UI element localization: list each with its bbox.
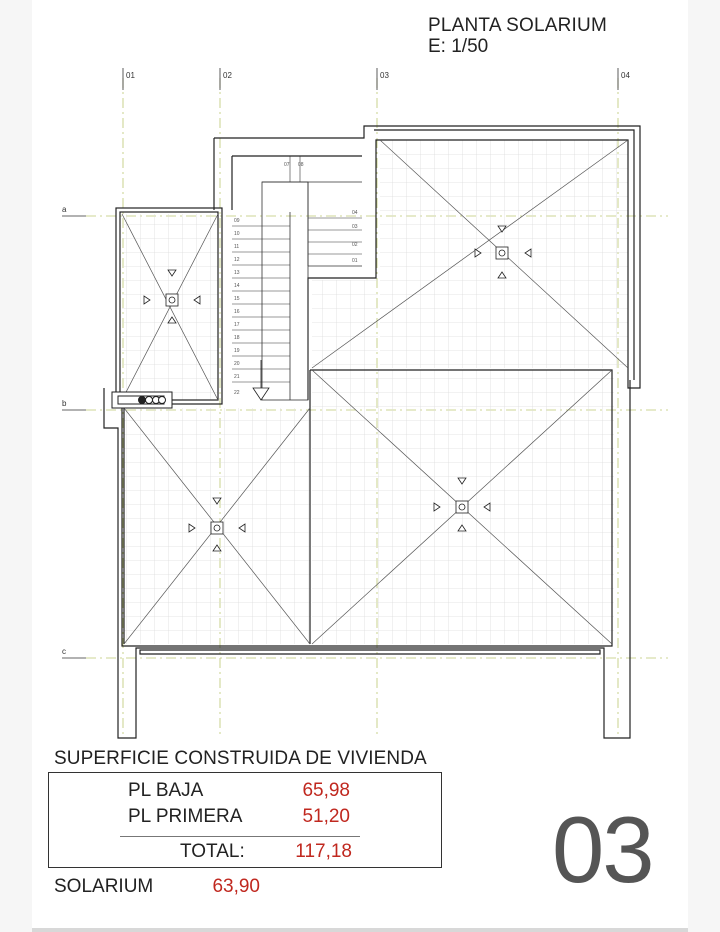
svg-text:12: 12 xyxy=(234,257,240,263)
svg-text:16: 16 xyxy=(234,309,240,315)
axis-label-c: c xyxy=(62,647,66,656)
svg-text:18: 18 xyxy=(234,335,240,341)
axis-label-04: 04 xyxy=(621,71,630,80)
summary-label-pl-baja: PL BAJA xyxy=(128,780,204,801)
svg-text:22: 22 xyxy=(234,390,240,396)
svg-text:13: 13 xyxy=(234,270,240,276)
summary-box xyxy=(48,772,442,868)
svg-text:11: 11 xyxy=(234,244,240,250)
axis-label-01: 01 xyxy=(126,71,135,80)
summary-title: SUPERFICIE CONSTRUIDA DE VIVIENDA xyxy=(54,748,427,769)
svg-text:17: 17 xyxy=(234,322,240,328)
equipment-box xyxy=(112,392,172,408)
solarium-value: 63,90 xyxy=(212,876,260,897)
svg-text:04: 04 xyxy=(352,210,358,216)
summary-total-label: TOTAL: xyxy=(180,841,245,862)
axis-label-02: 02 xyxy=(223,71,232,80)
summary-value-pl-primera: 51,20 xyxy=(302,806,350,827)
solarium-label: SOLARIUM xyxy=(54,876,154,897)
summary-value-pl-baja: 65,98 xyxy=(302,780,350,801)
axis-label-b: b xyxy=(62,399,67,408)
svg-text:01: 01 xyxy=(352,258,358,264)
summary-total-value: 117,18 xyxy=(295,841,352,862)
svg-text:14: 14 xyxy=(234,283,240,289)
axis-label-03: 03 xyxy=(380,71,389,80)
svg-text:21: 21 xyxy=(234,374,240,380)
svg-text:19: 19 xyxy=(234,348,240,354)
svg-text:07: 07 xyxy=(284,162,290,168)
summary-label-pl-primera: PL PRIMERA xyxy=(128,806,243,827)
svg-text:20: 20 xyxy=(234,361,240,367)
drawing-scale: E: 1/50 xyxy=(428,36,489,57)
svg-text:08: 08 xyxy=(298,162,304,168)
svg-text:09: 09 xyxy=(234,218,240,224)
drawing-title: PLANTA SOLARIUM xyxy=(428,15,607,36)
svg-text:03: 03 xyxy=(352,224,358,230)
sheet-number: 03 xyxy=(552,797,653,902)
svg-text:10: 10 xyxy=(234,231,240,237)
svg-text:02: 02 xyxy=(352,242,358,248)
total-divider xyxy=(120,836,360,837)
axis-label-a: a xyxy=(62,205,67,214)
svg-text:15: 15 xyxy=(234,296,240,302)
